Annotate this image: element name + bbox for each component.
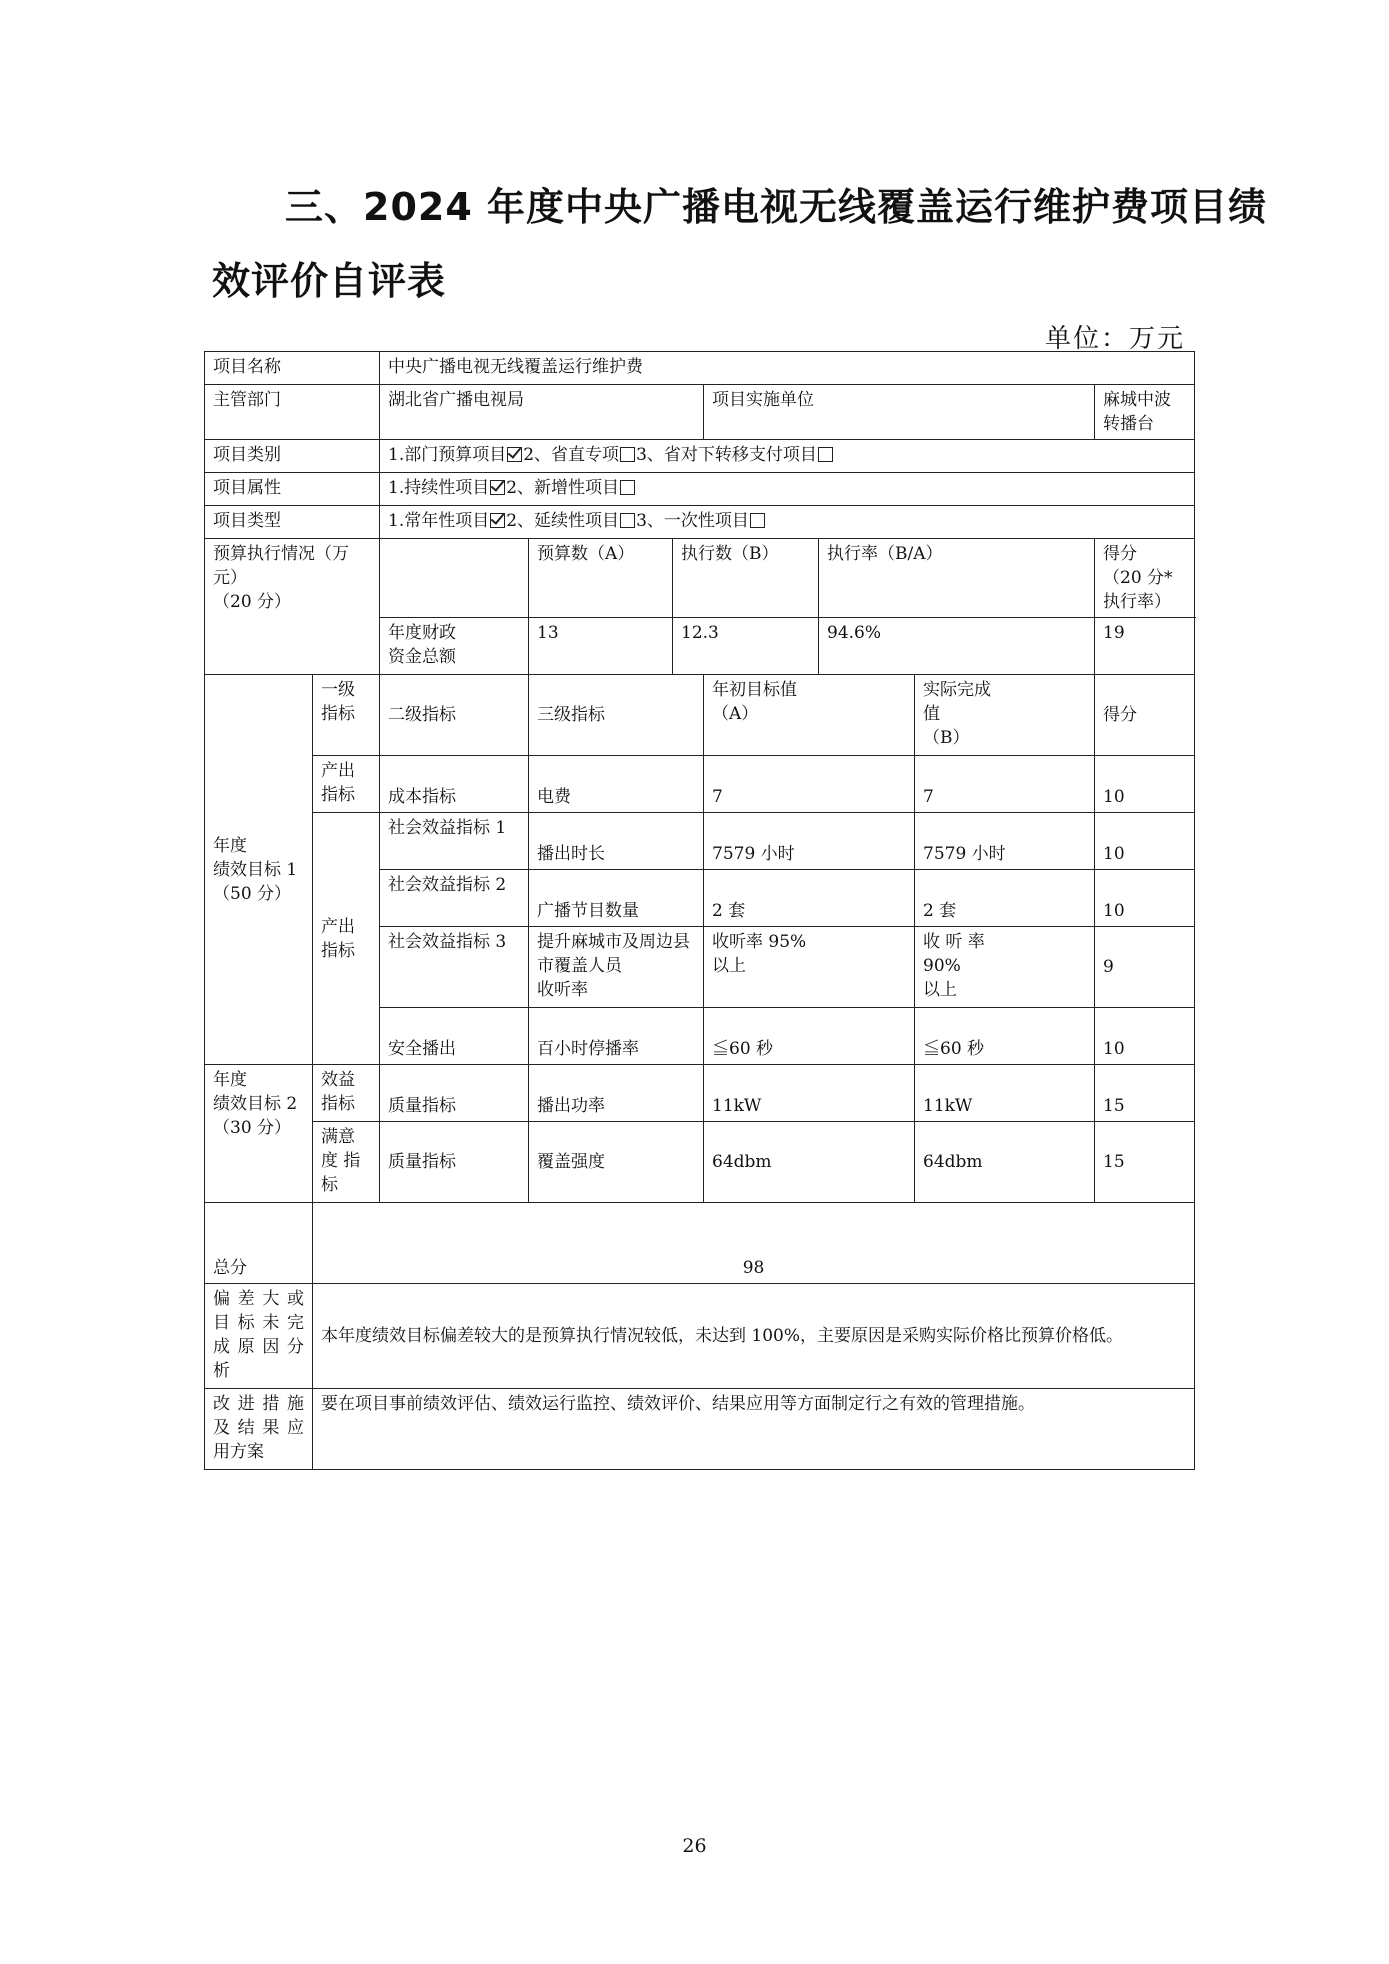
score-header-line: 得分 bbox=[1103, 544, 1137, 564]
improvement-label-line: 及结果应 bbox=[213, 1418, 304, 1438]
budget-value: 13 bbox=[529, 618, 673, 675]
score-cell: 15 bbox=[1095, 1122, 1195, 1203]
header-line: （B） bbox=[923, 728, 970, 748]
target-header bbox=[704, 675, 915, 756]
actual-cell bbox=[915, 927, 1095, 1008]
l3-header: 三级指标 bbox=[529, 675, 704, 756]
budget-label-line: 元） bbox=[213, 568, 247, 588]
indicator-label-line: 产出 bbox=[321, 916, 355, 937]
l2-cell: 成本指标 bbox=[380, 756, 529, 813]
l2-header: 二级指标 bbox=[380, 675, 529, 756]
actual-cell: 7579 小时 bbox=[915, 813, 1095, 870]
table-row bbox=[205, 473, 1195, 506]
self-evaluation-table bbox=[204, 351, 1195, 1470]
rate-value: 94.6% bbox=[819, 618, 1095, 675]
goal-label-line: 绩效目标 2 bbox=[213, 1094, 298, 1114]
checked-checkbox-icon[interactable] bbox=[490, 513, 505, 528]
header-line: 指标 bbox=[321, 704, 355, 724]
option-label: 3、省对下转移支付项目 bbox=[636, 445, 817, 465]
actual-line: 收 听 率 bbox=[923, 932, 985, 952]
indicator-label-line: 满意 bbox=[321, 1127, 355, 1147]
budget-row-label-line: 资金总额 bbox=[388, 647, 456, 667]
indicator-label-line: 标 bbox=[321, 1175, 338, 1195]
goal-label-line: （50 分） bbox=[213, 883, 292, 904]
satisfaction-indicator-label bbox=[313, 1122, 380, 1203]
score-cell: 10 bbox=[1095, 1008, 1195, 1065]
table-row bbox=[205, 813, 1195, 870]
actual-line: 以上 bbox=[923, 980, 957, 1000]
category-options bbox=[380, 440, 1195, 473]
dept-label: 主管部门 bbox=[205, 385, 380, 440]
budget-label-line: （20 分） bbox=[213, 592, 292, 612]
benefit-indicator-label bbox=[313, 1065, 380, 1122]
target-cell: ≦60 秒 bbox=[704, 1008, 915, 1065]
table-row bbox=[205, 1389, 1195, 1470]
l3-cell: 播出功率 bbox=[529, 1065, 704, 1122]
score-value: 19 bbox=[1095, 618, 1195, 675]
table-row bbox=[205, 440, 1195, 473]
goal2-label bbox=[205, 1065, 313, 1203]
goal-label-line: （30 分） bbox=[213, 1118, 292, 1138]
header-line: 年初目标值 bbox=[712, 680, 797, 700]
deviation-label-line: 析 bbox=[213, 1361, 230, 1381]
budget-header-blank bbox=[380, 539, 529, 618]
goal1-label bbox=[205, 675, 313, 1065]
score-cell: 10 bbox=[1095, 870, 1195, 927]
type-label: 项目类型 bbox=[205, 506, 380, 539]
deviation-label-line: 偏差大或 bbox=[213, 1289, 304, 1309]
goal-label-line: 年度 bbox=[213, 835, 247, 856]
unit-label: 单位：万元 bbox=[1045, 324, 1186, 354]
exec-header: 执行数（B） bbox=[673, 539, 819, 618]
target-cell: 64dbm bbox=[704, 1122, 915, 1203]
option-label: 2、省直专项 bbox=[523, 445, 620, 465]
score-cell: 10 bbox=[1095, 756, 1195, 813]
l3-cell: 百小时停播率 bbox=[529, 1008, 704, 1065]
l3-cell: 播出时长 bbox=[529, 813, 704, 870]
exec-value: 12.3 bbox=[673, 618, 819, 675]
l2-cell: 质量指标 bbox=[380, 1122, 529, 1203]
output-indicator-label bbox=[313, 813, 380, 1065]
actual-cell: ≦60 秒 bbox=[915, 1008, 1095, 1065]
l3-cell: 覆盖强度 bbox=[529, 1122, 704, 1203]
project-name-value: 中央广播电视无线覆盖运行维护费 bbox=[380, 352, 1195, 385]
checkbox-icon[interactable] bbox=[818, 447, 833, 462]
score-header-line: （20 分*执行率） bbox=[1103, 568, 1173, 612]
deviation-label bbox=[205, 1284, 313, 1389]
goal-label-line: 绩效目标 1 bbox=[213, 859, 298, 880]
page-title: 三、2024 年度中央广播电视无线覆盖运行维护费项目绩 bbox=[285, 185, 1267, 229]
header-line: （A） bbox=[712, 704, 759, 724]
table-row bbox=[205, 385, 1195, 440]
budget-row-label-line: 年度财政 bbox=[388, 623, 456, 643]
score-header bbox=[1095, 539, 1195, 618]
l2-cell: 社会效益指标 3 bbox=[380, 927, 529, 1008]
impl-unit-value: 麻城中波转播台 bbox=[1095, 385, 1195, 440]
checkbox-icon[interactable] bbox=[620, 447, 635, 462]
option-label: 2、延续性项目 bbox=[506, 511, 620, 531]
checked-checkbox-icon[interactable] bbox=[490, 480, 505, 495]
header-line: 值 bbox=[923, 704, 940, 724]
rate-header: 执行率（B/A） bbox=[819, 539, 1095, 618]
target-line: 以上 bbox=[712, 956, 746, 976]
l2-cell: 社会效益指标 1 bbox=[380, 813, 529, 870]
category-label: 项目类别 bbox=[205, 440, 380, 473]
actual-cell: 64dbm bbox=[915, 1122, 1095, 1203]
budget-section-label bbox=[205, 539, 380, 675]
budget-header: 预算数（A） bbox=[529, 539, 673, 618]
table-row bbox=[205, 506, 1195, 539]
deviation-label-line: 目标未完 bbox=[213, 1313, 304, 1333]
deviation-label-line: 成原因分 bbox=[213, 1337, 304, 1357]
project-name-label: 项目名称 bbox=[205, 352, 380, 385]
indicator-label-line: 效益 bbox=[321, 1070, 355, 1090]
table-row bbox=[205, 539, 1195, 618]
target-cell: 11kW bbox=[704, 1065, 915, 1122]
target-cell bbox=[704, 927, 915, 1008]
option-label: 1.常年性项目 bbox=[388, 511, 490, 531]
option-label: 2、新增性项目 bbox=[506, 478, 620, 498]
table-row bbox=[205, 1203, 1195, 1284]
score-cell: 9 bbox=[1095, 927, 1195, 1008]
table-row bbox=[205, 1122, 1195, 1203]
table-row bbox=[205, 1284, 1195, 1389]
score-cell: 10 bbox=[1095, 813, 1195, 870]
improvement-label-line: 用方案 bbox=[213, 1442, 264, 1462]
total-value: 98 bbox=[313, 1203, 1195, 1284]
improvement-label bbox=[205, 1389, 313, 1470]
score-cell: 15 bbox=[1095, 1065, 1195, 1122]
table-row bbox=[205, 352, 1195, 385]
header-line: 实际完成 bbox=[923, 680, 991, 700]
option-label: 3、一次性项目 bbox=[636, 511, 749, 531]
output-indicator-label bbox=[313, 756, 380, 813]
l1-header bbox=[313, 675, 380, 756]
indicator-label-line: 产出 bbox=[321, 761, 355, 781]
indicator-label-line: 指标 bbox=[321, 785, 355, 805]
actual-line: 90% bbox=[923, 956, 961, 976]
page-number: 26 bbox=[682, 1835, 707, 1857]
impl-unit-label: 项目实施单位 bbox=[704, 385, 1095, 440]
target-line: 收听率 95% bbox=[712, 932, 807, 952]
improvement-label-line: 改进措施 bbox=[213, 1394, 304, 1414]
actual-cell: 7 bbox=[915, 756, 1095, 813]
indicator-label-line: 度 指 bbox=[321, 1151, 361, 1171]
indicator-label-line: 指标 bbox=[321, 1094, 355, 1114]
actual-cell: 2 套 bbox=[915, 870, 1095, 927]
checkbox-icon[interactable] bbox=[620, 480, 635, 495]
l2-cell: 安全播出 bbox=[380, 1008, 529, 1065]
l2-cell: 社会效益指标 2 bbox=[380, 870, 529, 927]
target-cell: 2 套 bbox=[704, 870, 915, 927]
checkbox-icon[interactable] bbox=[620, 513, 635, 528]
l3-cell: 广播节目数量 bbox=[529, 870, 704, 927]
budget-label-line: 预算执行情况（万 bbox=[213, 544, 349, 564]
indicator-label-line: 指标 bbox=[321, 940, 355, 961]
type-options bbox=[380, 506, 1195, 539]
goal-label-line: 年度 bbox=[213, 1070, 247, 1090]
attribute-label: 项目属性 bbox=[205, 473, 380, 506]
dept-value: 湖北省广播电视局 bbox=[380, 385, 704, 440]
l3-cell: 电费 bbox=[529, 756, 704, 813]
improvement-text: 要在项目事前绩效评估、绩效运行监控、绩效评价、结果应用等方面制定行之有效的管理措施。 bbox=[313, 1389, 1195, 1470]
attribute-options bbox=[380, 473, 1195, 506]
target-cell: 7 bbox=[704, 756, 915, 813]
checkbox-icon[interactable] bbox=[750, 513, 765, 528]
option-label: 1.持续性项目 bbox=[388, 478, 490, 498]
table-row bbox=[205, 1065, 1195, 1122]
total-label: 总分 bbox=[205, 1203, 313, 1284]
l3-line: 提升麻城市及周边县市覆盖人员 bbox=[537, 932, 690, 976]
l3-line: 收听率 bbox=[537, 980, 588, 1000]
page-title-continued: 效评价自评表 bbox=[212, 259, 447, 303]
actual-cell: 11kW bbox=[915, 1065, 1095, 1122]
score-col-header: 得分 bbox=[1095, 675, 1195, 756]
actual-header bbox=[915, 675, 1095, 756]
l2-cell: 质量指标 bbox=[380, 1065, 529, 1122]
deviation-text: 本年度绩效目标偏差较大的是预算执行情况较低，未达到 100%，主要原因是采购实际价格比预算价格低。 bbox=[313, 1284, 1195, 1389]
option-label: 1.部门预算项目 bbox=[388, 445, 507, 465]
l3-cell bbox=[529, 927, 704, 1008]
budget-row-label bbox=[380, 618, 529, 675]
header-line: 一级 bbox=[321, 680, 355, 700]
table-row bbox=[205, 675, 1195, 756]
checked-checkbox-icon[interactable] bbox=[507, 447, 522, 462]
target-cell: 7579 小时 bbox=[704, 813, 915, 870]
table-row bbox=[205, 756, 1195, 813]
